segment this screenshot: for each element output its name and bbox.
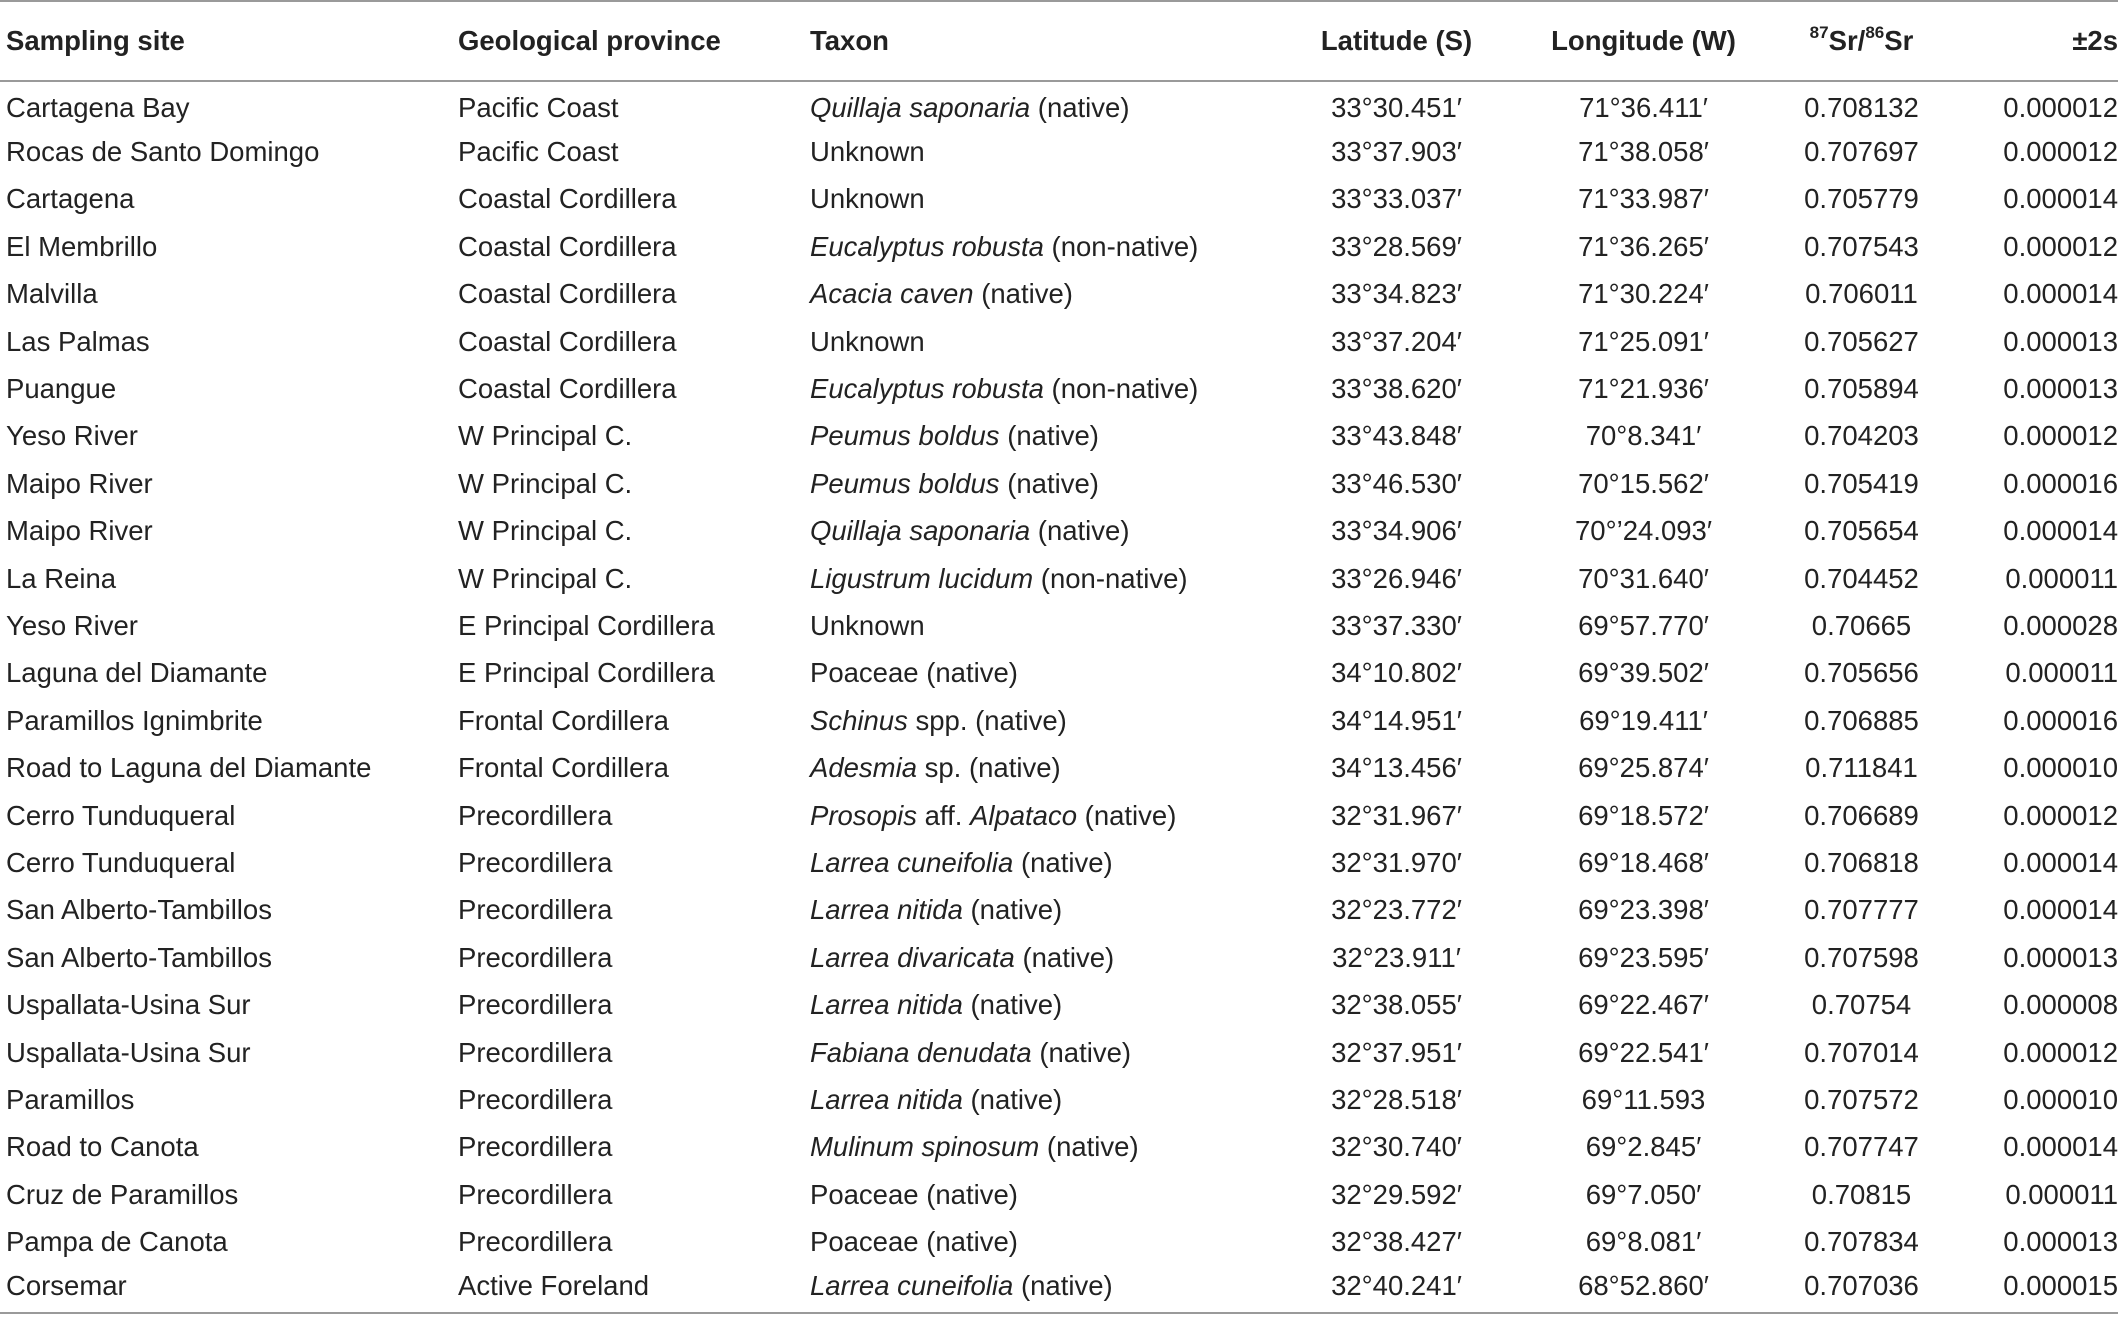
cell-latitude: 33°38.620′: [1331, 373, 1462, 405]
cell-two-sigma-error: 0.000013: [2003, 1226, 2118, 1258]
cell-sampling-site: Road to Laguna del Diamante: [6, 752, 372, 784]
table-row: [0, 460, 2118, 507]
cell-two-sigma-error: 0.000011: [2005, 1178, 2118, 1210]
cell-two-sigma-error: 0.000014: [2003, 1131, 2118, 1163]
table-row: [0, 887, 2118, 934]
cell-taxon: [810, 887, 1265, 934]
cell-sampling-site: Maipo River: [6, 515, 153, 547]
cell-geological-province: E Principal Cordillera: [458, 657, 715, 689]
cell-sr-ratio: 0.706011: [1805, 278, 1918, 310]
cell-two-sigma-error: 0.000010: [2003, 752, 2118, 784]
header-latitude: Latitude (S): [1265, 1, 1528, 81]
cell-taxon: [810, 508, 1265, 555]
header-row: [0, 1, 2118, 81]
taxon-scientific-name: Acacia caven: [810, 278, 974, 310]
header-sampling-site: Sampling site: [0, 1, 458, 81]
taxon-scientific-name: Mulinum spinosum: [810, 1131, 1040, 1163]
cell-latitude: 33°37.204′: [1331, 325, 1462, 357]
cell-longitude: 69°11.593: [1581, 1083, 1706, 1115]
table-row: [0, 508, 2118, 555]
cell-taxon: [810, 1171, 1265, 1218]
header-geological-province: Geological province: [458, 1, 810, 81]
cell-geological-province: W Principal C.: [458, 562, 633, 594]
cell-sampling-site: Cartagena: [6, 183, 135, 215]
taxon-status: Poaceae (native): [810, 657, 1018, 689]
cell-sr-ratio: 0.70665: [1811, 609, 1912, 641]
cell-two-sigma-error: 0.000013: [2003, 373, 2118, 405]
table-row: [0, 839, 2118, 886]
cell-taxon: [810, 1029, 1265, 1076]
taxon-status: (native): [1013, 1269, 1113, 1301]
cell-latitude: 33°33.037′: [1331, 183, 1462, 215]
cell-latitude: 32°28.518′: [1331, 1083, 1462, 1115]
cell-geological-province: W Principal C.: [458, 420, 633, 452]
taxon-scientific-name: Eucalyptus robusta: [810, 373, 1044, 405]
cell-geological-province: W Principal C.: [458, 467, 633, 499]
cell-longitude: 70°’24.093′: [1575, 515, 1712, 547]
taxon-status: sp. (native): [917, 752, 1061, 784]
cell-longitude: 70°8.341′: [1585, 420, 1702, 452]
cell-taxon: [810, 223, 1265, 270]
cell-longitude: 69°19.411′: [1579, 704, 1708, 736]
cell-longitude: 69°22.541′: [1578, 1036, 1709, 1068]
table-row: [0, 602, 2118, 649]
taxon-scientific-name: Larrea nitida: [810, 1083, 963, 1115]
cell-latitude: 33°37.903′: [1331, 136, 1462, 168]
cell-taxon: [810, 650, 1265, 697]
cell-latitude: 33°26.946′: [1331, 562, 1462, 594]
cell-latitude: 32°40.241′: [1265, 1266, 1528, 1313]
cell-sr-ratio: 0.704452: [1804, 562, 1919, 594]
taxon-status: (native): [962, 1083, 1063, 1115]
cell-longitude: 70°15.562′: [1578, 467, 1709, 499]
taxon-scientific-name: Quillaja saponaria: [810, 92, 1031, 124]
cell-taxon: [810, 555, 1265, 602]
table-header: [0, 1, 2118, 81]
cell-sampling-site: Puangue: [6, 373, 117, 405]
table-row: [0, 1171, 2118, 1218]
header-two-sigma-error: ±2s: [1964, 1, 2118, 81]
taxon-status: (non-native): [1043, 373, 1199, 405]
cell-sampling-site: La Reina: [6, 562, 117, 594]
cell-geological-province: E Principal Cordillera: [458, 609, 715, 641]
taxon-status: (native): [1013, 846, 1113, 878]
cell-sr-ratio: 0.707598: [1804, 941, 1919, 973]
cell-taxon: [810, 839, 1265, 886]
taxon-scientific-name: Larrea cuneifolia: [810, 1269, 1014, 1301]
cell-geological-province: Precordillera: [458, 1083, 613, 1115]
cell-sr-ratio: 0.707014: [1804, 1036, 1919, 1068]
table-row: [0, 1029, 2118, 1076]
table-row: [0, 81, 2118, 128]
cell-two-sigma-error: 0.000012: [2003, 420, 2118, 452]
cell-two-sigma-error: 0.000014: [2003, 846, 2118, 878]
cell-sr-ratio: 0.707543: [1804, 230, 1919, 262]
cell-sr-ratio: 0.708132: [1804, 92, 1919, 124]
taxon-status: Poaceae (native): [810, 1226, 1018, 1258]
header-taxon: Taxon: [810, 1, 1265, 81]
cell-sampling-site: Cruz de Paramillos: [6, 1178, 239, 1210]
cell-latitude: 33°28.569′: [1331, 230, 1462, 262]
cell-taxon: [810, 176, 1265, 223]
cell-longitude: 71°38.058′: [1578, 136, 1709, 168]
cell-sr-ratio: 0.707036: [1759, 1266, 1964, 1313]
table-row: [0, 271, 2118, 318]
cell-two-sigma-error: 0.000013: [2003, 325, 2118, 357]
cell-longitude: 71°30.224′: [1578, 278, 1709, 310]
cell-longitude: 69°18.468′: [1578, 846, 1709, 878]
cell-two-sigma-error: 0.000014: [2003, 183, 2118, 215]
cell-geological-province: Precordillera: [458, 894, 613, 926]
cell-two-sigma-error: 0.000010: [2003, 1083, 2118, 1115]
taxon-status: spp. (native): [907, 704, 1067, 736]
cell-geological-province: Precordillera: [458, 941, 613, 973]
cell-sampling-site: Pampa de Canota: [6, 1226, 228, 1258]
table-row: [0, 934, 2118, 981]
taxon-scientific-name: Eucalyptus robusta: [810, 230, 1044, 262]
cell-sr-ratio: 0.706885: [1804, 704, 1919, 736]
cell-sampling-site: Cerro Tunduqueral: [6, 799, 236, 831]
cell-sampling-site: Maipo River: [6, 467, 153, 499]
cell-sampling-site: San Alberto-Tambillos: [6, 894, 272, 926]
table-row: [0, 128, 2118, 175]
cell-taxon: [810, 365, 1265, 412]
cell-geological-province: Precordillera: [458, 1226, 613, 1258]
taxon-status: (non-native): [1043, 230, 1199, 262]
cell-longitude: 69°18.572′: [1578, 799, 1709, 831]
taxon-status: (native): [999, 420, 1099, 452]
cell-taxon: [810, 1218, 1265, 1265]
taxon-status: Unknown: [810, 325, 925, 357]
cell-geological-province: Frontal Cordillera: [458, 752, 669, 784]
taxon-status: (native): [962, 894, 1063, 926]
cell-geological-province: Coastal Cordillera: [458, 183, 677, 215]
cell-longitude: 69°2.845′: [1585, 1131, 1702, 1163]
cell-longitude: 71°21.936′: [1578, 373, 1709, 405]
taxon-status: (native): [973, 278, 1073, 310]
cell-geological-province: Coastal Cordillera: [458, 373, 677, 405]
cell-sr-ratio: 0.707572: [1804, 1083, 1919, 1115]
cell-latitude: 33°46.530′: [1331, 467, 1462, 499]
cell-two-sigma-error: 0.000016: [2003, 704, 2118, 736]
taxon-scientific-name: Peumus boldus: [810, 467, 1000, 499]
cell-sampling-site: Cerro Tunduqueral: [6, 846, 236, 878]
cell-longitude: 69°39.502′: [1578, 657, 1709, 689]
cell-two-sigma-error: 0.000011: [2005, 657, 2118, 689]
cell-sampling-site: Uspallata-Usina Sur: [6, 989, 251, 1021]
taxon-status: (native): [1014, 941, 1115, 973]
table-row: [0, 223, 2118, 270]
header-sr-ratio-sup2: 86: [1865, 23, 1885, 43]
cell-two-sigma-error: 0.000012: [2003, 230, 2118, 262]
cell-geological-province: Coastal Cordillera: [458, 278, 677, 310]
cell-latitude: 34°14.951′: [1331, 704, 1462, 736]
cell-sampling-site: Cartagena Bay: [6, 92, 190, 124]
cell-taxon: [810, 81, 1265, 128]
cell-latitude: 32°29.592′: [1331, 1178, 1462, 1210]
cell-two-sigma-error: 0.000011: [2005, 562, 2118, 594]
table-row: [0, 650, 2118, 697]
taxon-status: (non-native): [1033, 562, 1188, 594]
cell-sr-ratio: 0.707777: [1804, 894, 1919, 926]
header-longitude: Longitude (W): [1528, 1, 1759, 81]
header-sr-ratio-sup1: 87: [1809, 23, 1829, 43]
cell-geological-province: Frontal Cordillera: [458, 704, 669, 736]
cell-latitude: 34°10.802′: [1331, 657, 1462, 689]
cell-latitude: 34°13.456′: [1331, 752, 1462, 784]
taxon-scientific-name: Larrea nitida: [810, 989, 963, 1021]
cell-geological-province: Precordillera: [458, 799, 613, 831]
cell-sampling-site: Las Palmas: [6, 325, 150, 357]
taxon-status: (native): [1030, 515, 1130, 547]
taxon-status: Unknown: [810, 609, 925, 641]
cell-two-sigma-error: 0.000028: [2003, 609, 2118, 641]
table-row: [0, 697, 2118, 744]
table-row: [0, 555, 2118, 602]
cell-sr-ratio: 0.707747: [1804, 1131, 1919, 1163]
taxon-status: (native): [1030, 92, 1130, 124]
cell-latitude: 32°37.951′: [1331, 1036, 1462, 1068]
cell-longitude: 71°33.987′: [1578, 183, 1709, 215]
taxon-scientific-name: Peumus boldus: [810, 420, 1000, 452]
cell-sr-ratio: 0.707834: [1804, 1226, 1919, 1258]
cell-sr-ratio: 0.705656: [1804, 657, 1919, 689]
cell-sr-ratio: 0.705779: [1804, 183, 1919, 215]
cell-sampling-site: Yeso River: [6, 420, 138, 452]
table-row: [0, 413, 2118, 460]
cell-latitude: 33°37.330′: [1331, 609, 1462, 641]
cell-sr-ratio: 0.70754: [1811, 989, 1912, 1021]
cell-geological-province: Precordillera: [458, 1131, 613, 1163]
cell-sampling-site: Uspallata-Usina Sur: [6, 1036, 251, 1068]
cell-two-sigma-error: 0.000016: [2003, 467, 2118, 499]
taxon-status: (native): [1031, 1036, 1132, 1068]
cell-two-sigma-error: 0.000013: [2003, 941, 2118, 973]
cell-latitude: 32°30.740′: [1331, 1131, 1462, 1163]
cell-sr-ratio: 0.705894: [1804, 373, 1919, 405]
header-sr-ratio: [1759, 1, 1964, 81]
cell-two-sigma-error: 0.000008: [2003, 989, 2118, 1021]
cell-longitude: 71°36.411′: [1579, 92, 1708, 124]
cell-sr-ratio: 0.706689: [1804, 799, 1919, 831]
cell-sampling-site: Laguna del Diamante: [6, 657, 268, 689]
table-row: [0, 365, 2118, 412]
cell-longitude: 69°23.398′: [1578, 894, 1709, 926]
cell-sr-ratio: 0.705419: [1804, 467, 1919, 499]
cell-latitude: 33°43.848′: [1331, 420, 1462, 452]
cell-sampling-site: Rocas de Santo Domingo: [6, 136, 320, 168]
table-row: [0, 1266, 2118, 1313]
taxon-qualifier: aff.: [917, 799, 970, 831]
taxon-status: (native): [1077, 799, 1177, 831]
cell-longitude: 69°25.874′: [1578, 752, 1709, 784]
cell-geological-province: Active Foreland: [458, 1266, 810, 1313]
taxon-scientific-name: Larrea nitida: [810, 894, 963, 926]
table-row: [0, 1076, 2118, 1123]
cell-latitude: 32°31.967′: [1331, 799, 1462, 831]
cell-taxon: [810, 413, 1265, 460]
cell-geological-province: Coastal Cordillera: [458, 230, 677, 262]
cell-sr-ratio: 0.704203: [1804, 420, 1919, 452]
cell-taxon: [810, 934, 1265, 981]
cell-taxon: [810, 744, 1265, 791]
cell-geological-province: Precordillera: [458, 1036, 613, 1068]
cell-taxon: [810, 1076, 1265, 1123]
cell-sr-ratio: 0.70815: [1811, 1178, 1912, 1210]
cell-geological-province: Pacific Coast: [458, 92, 619, 124]
taxon-status: (native): [962, 989, 1063, 1021]
cell-longitude: 68°52.860′: [1528, 1266, 1759, 1313]
cell-sr-ratio: 0.705654: [1804, 515, 1919, 547]
taxon-status: Poaceae (native): [810, 1178, 1018, 1210]
cell-latitude: 33°30.451′: [1331, 92, 1462, 124]
taxon-scientific-name: Schinus: [810, 704, 908, 736]
cell-sampling-site: Yeso River: [6, 609, 138, 641]
table-row: [0, 744, 2118, 791]
table-row: [0, 1218, 2118, 1265]
table-body: [0, 81, 2118, 1313]
header-sr-ratio-base2: Sr: [1884, 25, 1914, 56]
cell-taxon: [810, 981, 1265, 1028]
table-row: [0, 1124, 2118, 1171]
cell-geological-province: Precordillera: [458, 989, 613, 1021]
taxon-scientific-name: Quillaja saponaria: [810, 515, 1031, 547]
cell-taxon: [810, 318, 1265, 365]
cell-taxon: [810, 1266, 1265, 1313]
cell-sampling-site: Paramillos: [6, 1083, 135, 1115]
cell-longitude: 69°57.770′: [1578, 609, 1709, 641]
cell-sr-ratio: 0.706818: [1804, 846, 1919, 878]
cell-sampling-site: Road to Canota: [6, 1131, 199, 1163]
cell-taxon: [810, 128, 1265, 175]
cell-taxon: [810, 1124, 1265, 1171]
cell-longitude: 69°7.050′: [1585, 1178, 1702, 1210]
cell-taxon: [810, 271, 1265, 318]
cell-longitude: 71°36.265′: [1578, 230, 1709, 262]
cell-sr-ratio: 0.711841: [1805, 752, 1918, 784]
taxon-status: (native): [999, 467, 1099, 499]
cell-two-sigma-error: 0.000012: [2003, 136, 2118, 168]
cell-geological-province: W Principal C.: [458, 515, 633, 547]
header-sr-ratio-base1: Sr/: [1828, 25, 1866, 56]
cell-sr-ratio: 0.705627: [1804, 325, 1919, 357]
table-row: [0, 981, 2118, 1028]
cell-longitude: 71°25.091′: [1578, 325, 1709, 357]
cell-two-sigma-error: 0.000012: [2003, 92, 2118, 124]
table-row: [0, 792, 2118, 839]
cell-latitude: 33°34.906′: [1331, 515, 1462, 547]
cell-taxon: [810, 460, 1265, 507]
taxon-scientific-name: Fabiana denudata: [810, 1036, 1032, 1068]
cell-two-sigma-error: 0.000012: [2003, 1036, 2118, 1068]
cell-latitude: 32°23.911′: [1332, 941, 1461, 973]
cell-sampling-site: Malvilla: [6, 278, 98, 310]
cell-longitude: 69°22.467′: [1578, 989, 1709, 1021]
cell-latitude: 32°38.055′: [1331, 989, 1462, 1021]
cell-geological-province: Precordillera: [458, 846, 613, 878]
taxon-scientific-name: Adesmia: [810, 752, 917, 784]
taxon-scientific-name: Larrea divaricata: [810, 941, 1015, 973]
cell-latitude: 33°34.823′: [1331, 278, 1462, 310]
cell-sr-ratio: 0.707697: [1804, 136, 1919, 168]
table-row: [0, 176, 2118, 223]
cell-longitude: 69°23.595′: [1578, 941, 1709, 973]
cell-sampling-site: El Membrillo: [6, 230, 158, 262]
cell-longitude: 69°8.081′: [1585, 1226, 1702, 1258]
taxon-status: (native): [1039, 1131, 1139, 1163]
cell-geological-province: Coastal Cordillera: [458, 325, 677, 357]
cell-latitude: 32°31.970′: [1331, 846, 1462, 878]
taxon-status: Unknown: [810, 136, 925, 168]
taxon-status: Unknown: [810, 183, 925, 215]
cell-taxon: [810, 602, 1265, 649]
cell-two-sigma-error: 0.000014: [2003, 278, 2118, 310]
cell-latitude: 32°38.427′: [1331, 1226, 1462, 1258]
taxon-scientific-name: Larrea cuneifolia: [810, 846, 1014, 878]
cell-taxon: [810, 697, 1265, 744]
taxon-scientific-name-2: Alpataco: [970, 799, 1078, 831]
cell-two-sigma-error: 0.000012: [2003, 799, 2118, 831]
taxon-scientific-name: Ligustrum lucidum: [810, 562, 1034, 594]
cell-sampling-site: Corsemar: [0, 1266, 458, 1313]
cell-geological-province: Precordillera: [458, 1178, 613, 1210]
table-row: [0, 318, 2118, 365]
cell-taxon: [810, 792, 1265, 839]
cell-sampling-site: Paramillos Ignimbrite: [6, 704, 263, 736]
cell-two-sigma-error: 0.000015: [1964, 1266, 2118, 1313]
cell-sampling-site: San Alberto-Tambillos: [6, 941, 272, 973]
cell-geological-province: Pacific Coast: [458, 136, 619, 168]
taxon-scientific-name: Prosopis: [810, 799, 917, 831]
cell-longitude: 70°31.640′: [1578, 562, 1709, 594]
cell-two-sigma-error: 0.000014: [2003, 515, 2118, 547]
cell-two-sigma-error: 0.000014: [2003, 894, 2118, 926]
cell-latitude: 32°23.772′: [1331, 894, 1462, 926]
